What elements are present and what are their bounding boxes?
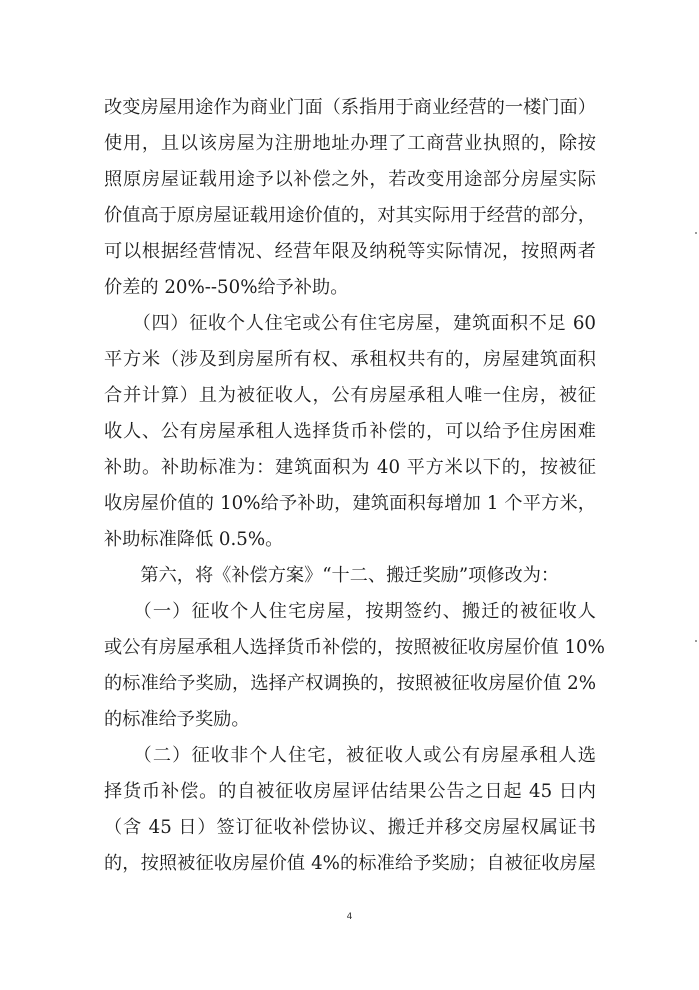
text-line: 合并计算）且为被征收人，公有房屋承租人唯一住房，被征 — [104, 385, 596, 406]
text-line: 的标准给予奖励，选择产权调换的，按照被征收房屋价值 2% — [104, 673, 596, 694]
text-line: 收人、公有房屋承租人选择货币补偿的，可以给予住房困难 — [104, 421, 596, 442]
text-line: 第六，将《补偿方案》“十二、搬迁奖励”项修改为： — [104, 565, 560, 586]
text-line: 改变房屋用途作为商业门面（系指用于商业经营的一楼门面） — [104, 97, 596, 118]
text-line: 价差的 20%--50%给予补助。 — [104, 277, 349, 298]
text-line: 价值高于原房屋证载用途价值的，对其实际用于经营的部分， — [104, 205, 596, 226]
text-line: 的，按照被征收房屋价值 4%的标准给予奖励；自被征收房屋 — [104, 853, 596, 874]
text-line: 收房屋价值的 10%给予补助，建筑面积每增加 1 个平方米， — [104, 493, 596, 514]
text-line: 或公有房屋承租人选择货币补偿的，按照被征收房屋价值 10% — [104, 637, 605, 658]
text-line: 照原房屋证载用途予以补偿之外，若改变用途部分房屋实际 — [104, 169, 596, 190]
text-line: （四）征收个人住宅或公有住宅房屋，建筑面积不足 60 — [104, 313, 596, 334]
text-line: （一）征收个人住宅房屋，按期签约、搬迁的被征收人 — [104, 601, 596, 622]
text-line: （含 45 日）签订征收补偿协议、搬迁并移交房屋权属证书 — [104, 817, 596, 838]
scan-artifact — [695, 232, 697, 234]
text-line: 平方米（涉及到房屋所有权、承租权共有的，房屋建筑面积 — [104, 349, 596, 370]
page-number: 4 — [346, 912, 353, 922]
text-line: （二）征收非个人住宅，被征收人或公有房屋承租人选 — [104, 745, 596, 766]
text-line: 补助标准降低 0.5%。 — [104, 529, 284, 550]
text-line: 补助。补助标准为：建筑面积为 40 平方米以下的，按被征 — [104, 457, 596, 478]
text-line: 择货币补偿。的自被征收房屋评估结果公告之日起 45 日内 — [104, 781, 596, 802]
scan-artifact — [695, 640, 697, 642]
text-line: 使用，且以该房屋为注册地址办理了工商营业执照的，除按 — [104, 133, 596, 154]
text-line: 的标准给予奖励。 — [104, 709, 250, 730]
text-line: 可以根据经营情况、经营年限及纳税等实际情况，按照两者 — [104, 241, 596, 262]
